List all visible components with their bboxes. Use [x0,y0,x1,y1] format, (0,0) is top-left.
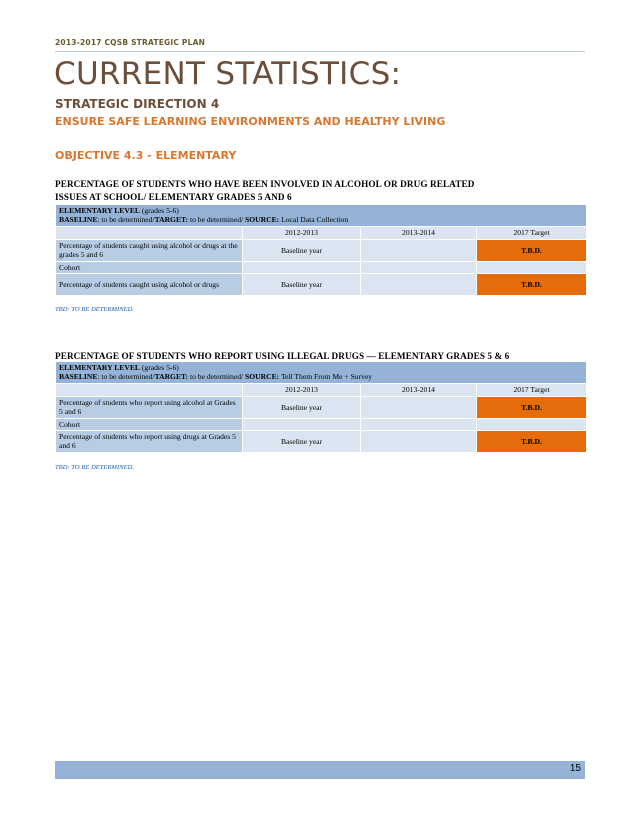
level-label: ELEMENTARY LEVEL [59,363,140,372]
footer-bar [55,761,585,779]
source-value: Local Data Collection [279,215,349,225]
row-label: Cohort [56,418,243,430]
cell-2017-target [477,418,587,430]
source-label: SOURCE: [245,372,280,382]
cell-2017-target: T.B.D. [477,239,587,261]
baseline-label: BASELINE [59,215,98,225]
cell-2013-2014 [361,239,477,261]
source-label: SOURCE: [245,215,280,225]
baseline-value: : to be determined/ [97,215,155,225]
target-label: TARGET: [154,372,189,382]
row-label: Percentage of students who report using alcohol at Grades 5 and 6 [56,396,243,418]
header-blank-cell [56,226,243,239]
column-header: 2013-2014 [361,226,477,239]
running-header: 2013-2017 CQSB STRATEGIC PLAN [55,38,206,47]
page-title: CURRENT STATISTICS: [54,56,402,92]
column-header: 2012-2013 [243,383,361,396]
row-label: Percentage of students who report using drugs at Grades 5 and 6 [56,430,243,452]
row-label: Percentage of students caught using alcohol or drugs [56,273,243,295]
cell-2012-2013: Baseline year [243,430,361,452]
cell-2013-2014 [361,418,477,430]
section-title-line: PERCENTAGE OF STUDENTS WHO REPORT USING ILLEGAL DRUGS — ELEMENTARY GRADES 5 & 6 [55,351,510,361]
level-value: (grades 5-6) [139,363,179,372]
table-row [56,261,587,273]
section-title-line: ISSUES AT SCHOOL/ ELEMENTARY GRADES 5 AND 6 [55,191,292,202]
row-label: Percentage of students caught using alcohol or drugs at the grades 5 and 6 [56,239,243,261]
baseline-value: : to be determined/ [97,372,155,382]
table-info-cell [56,205,587,227]
section-title-line: PERCENTAGE OF STUDENTS WHO HAVE BEEN INVOLVED IN ALCOHOL OR DRUG RELATED [55,179,475,189]
row-label: Cohort [56,261,243,273]
column-header: 2017 Target [477,383,587,396]
cell-2013-2014 [361,261,477,273]
cell-2012-2013: Baseline year [243,239,361,261]
table-footnote: TBD: TO BE DETERMINED. [55,306,134,313]
cell-2017-target: T.B.D. [477,430,587,452]
table-row [56,239,587,261]
cell-2017-target: T.B.D. [477,396,587,418]
level-value: (grades 5-6) [139,206,179,215]
baseline-label: BASELINE [59,372,98,382]
cell-2017-target [477,261,587,273]
strategic-direction-heading: STRATEGIC DIRECTION 4 [55,97,220,111]
cell-2012-2013 [243,418,361,430]
column-header: 2013-2014 [361,383,477,396]
header-blank-cell [56,383,243,396]
statistics-table [55,361,587,453]
cell-2012-2013: Baseline year [243,273,361,295]
column-header: 2012-2013 [243,226,361,239]
cell-2013-2014 [361,273,477,295]
page-number: 15 [569,763,581,774]
section-title [55,178,585,203]
strategic-direction-subtitle: ENSURE SAFE LEARNING ENVIRONMENTS AND HEALTHY LIVING [55,115,446,128]
header-divider [55,51,585,52]
cell-2013-2014 [361,396,477,418]
level-label: ELEMENTARY LEVEL [59,206,140,215]
source-value: Tell Them From Me + Survey [279,372,373,382]
column-header: 2017 Target [477,226,587,239]
cell-2017-target: T.B.D. [477,273,587,295]
statistics-table [55,204,587,296]
table-footnote: TBD: TO BE DETERMINED. [55,464,134,471]
objective-heading: OBJECTIVE 4.3 - ELEMENTARY [55,149,237,162]
target-value: to be determined/ [188,215,245,225]
target-value: to be determined/ [188,372,245,382]
table-info-cell [56,362,587,384]
table-row [56,273,587,295]
cell-2013-2014 [361,430,477,452]
cell-2012-2013 [243,261,361,273]
table-row [56,430,587,452]
cell-2012-2013: Baseline year [243,396,361,418]
table-row [56,418,587,430]
target-label: TARGET: [154,215,189,225]
table-row [56,396,587,418]
